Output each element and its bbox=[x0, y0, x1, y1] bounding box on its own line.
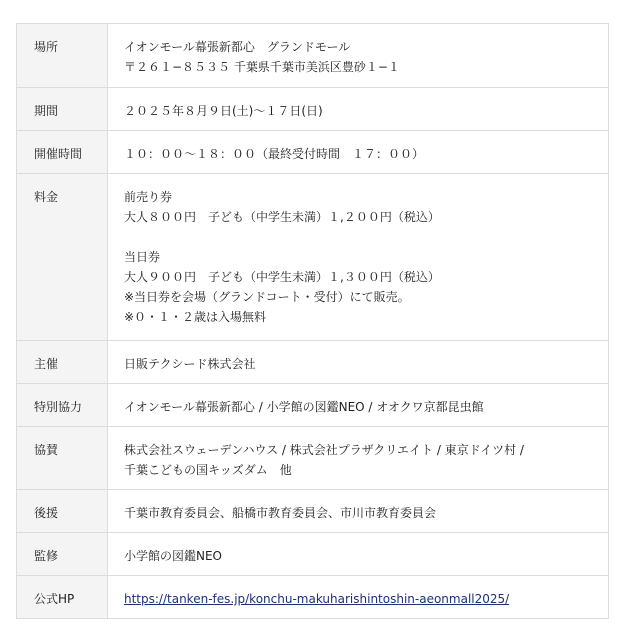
period-value bbox=[108, 88, 609, 131]
sponsors-line-1: 株式会社スウェーデンハウス / 株式会社プラザクリエイト / 東京ドイツ村 / bbox=[124, 443, 524, 457]
website-label: 公式HP bbox=[17, 576, 108, 619]
support-value bbox=[108, 490, 609, 533]
cooperation-names: イオンモール幕張新都心 / 小学館の図鑑NEO / オオクワ京都昆虫館 bbox=[124, 400, 484, 414]
official-site-link[interactable]: https://tanken-fes.jp/konchu-makuharishintoshin-aeonmall2025/ bbox=[124, 592, 510, 606]
fee-spacer bbox=[124, 227, 592, 247]
supervision-name: 小学館の図鑑NEO bbox=[124, 549, 223, 563]
organizer-name: 日販テクシード株式会社 bbox=[124, 357, 256, 371]
sponsors-label: 協賛 bbox=[17, 427, 108, 490]
organizer-value bbox=[108, 341, 609, 384]
fee-advance-heading: 前売り券 bbox=[124, 190, 173, 204]
hours-time: １０：００〜１８：００（最終受付時間 １７：００） bbox=[124, 147, 425, 161]
supervision-value bbox=[108, 533, 609, 576]
support-label: 後援 bbox=[17, 490, 108, 533]
venue-address: 〒２６１−８５３５ 千葉県千葉市美浜区豊砂１−１ bbox=[124, 60, 400, 74]
table-row-support bbox=[17, 490, 609, 533]
support-names: 千葉市教育委員会、船橋市教育委員会、市川市教育委員会 bbox=[124, 506, 437, 520]
organizer-label: 主催 bbox=[17, 341, 108, 384]
fee-value bbox=[108, 174, 609, 341]
hours-value bbox=[108, 131, 609, 174]
fee-note-free: ※０・１・２歳は入場無料 bbox=[124, 310, 267, 324]
table-row-hours bbox=[17, 131, 609, 174]
fee-note-sales: ※当日券を会場（グランドコート・受付）にて販売。 bbox=[124, 290, 410, 304]
fee-advance-prices: 大人８００円 子ども（中学生未満）１,２００円（税込） bbox=[124, 210, 440, 224]
hours-label: 開催時間 bbox=[17, 131, 108, 174]
cooperation-label: 特別協力 bbox=[17, 384, 108, 427]
period-label: 期間 bbox=[17, 88, 108, 131]
venue-label: 場所 bbox=[17, 24, 108, 88]
table-row-supervision bbox=[17, 533, 609, 576]
table-row-sponsors bbox=[17, 427, 609, 490]
table-row-venue bbox=[17, 24, 609, 88]
fee-sameday-heading: 当日券 bbox=[124, 250, 161, 264]
cooperation-value bbox=[108, 384, 609, 427]
table-row-organizer bbox=[17, 341, 609, 384]
table-row-website bbox=[17, 576, 609, 619]
venue-name: イオンモール幕張新都心 グランドモール bbox=[124, 40, 351, 54]
table-row-period bbox=[17, 88, 609, 131]
period-dates: ２０２５年８月９日(土)〜１７日(日) bbox=[124, 104, 323, 118]
fee-label: 料金 bbox=[17, 174, 108, 341]
event-info-table bbox=[16, 23, 609, 619]
venue-value bbox=[108, 24, 609, 88]
table-row-fee bbox=[17, 174, 609, 341]
sponsors-line-2: 千葉こどもの国キッズダム 他 bbox=[124, 463, 292, 477]
fee-sameday-prices: 大人９００円 子ども（中学生未満）１,３００円（税込） bbox=[124, 270, 440, 284]
sponsors-value bbox=[108, 427, 609, 490]
supervision-label: 監修 bbox=[17, 533, 108, 576]
website-value bbox=[108, 576, 609, 619]
table-row-cooperation bbox=[17, 384, 609, 427]
